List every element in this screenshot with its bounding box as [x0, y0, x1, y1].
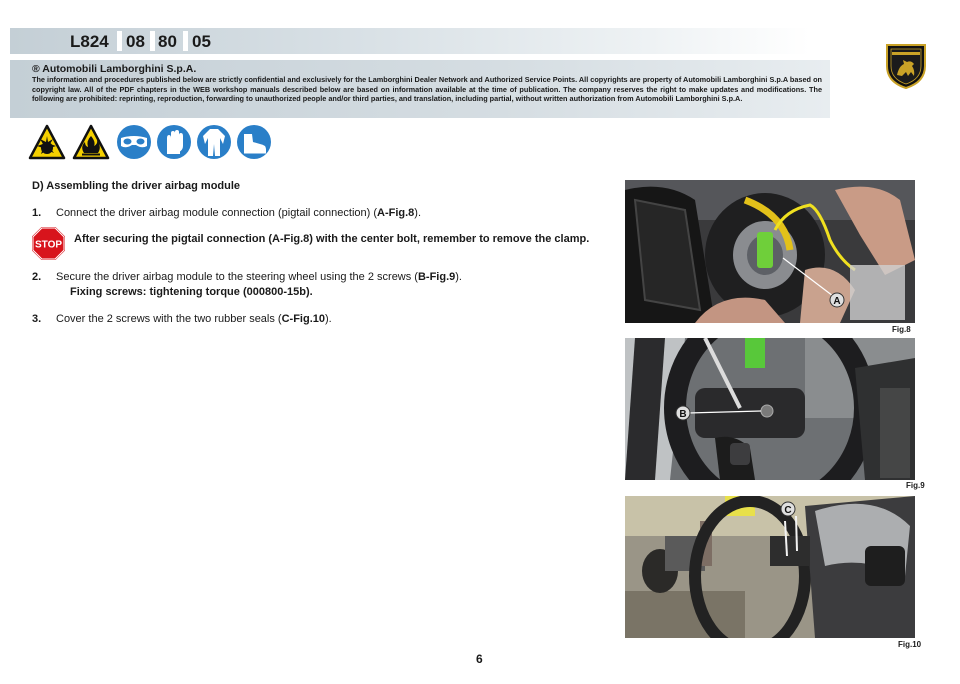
stop-warning-text: After securing the pigtail connection (A-Fig.8) with the center bolt, remember to remove the clamp. [74, 233, 590, 245]
safety-shoes-icon [236, 124, 272, 160]
figure-8-caption: Fig.8 [892, 325, 911, 334]
torque-specification: Fixing screws: tightening torque (000800-15b). [70, 286, 313, 298]
code-model: L824 [70, 32, 109, 51]
callout-c: C [784, 505, 792, 516]
step-number: 3. [32, 313, 42, 325]
code-separator [183, 31, 188, 51]
safety-goggles-icon [116, 124, 152, 160]
figure-9-caption: Fig.9 [906, 481, 925, 490]
code-separator [117, 31, 122, 51]
flammable-warning-icon [72, 124, 110, 160]
callout-b: B [679, 409, 687, 420]
protective-gloves-icon [156, 124, 192, 160]
notice-body: The information and procedures published below are strictly confidential and exclusively for the Lamborghini Dealer Network and Authorized Service Points. All copyrights are property of Automobili Lamborghini S.p.A based on copyright law. All of the PDF chapters in the WEB workshop manuals described below are based on information available at the time of publication. The company reserves the right to make updates and modifications. The following are prohibited: reprinting, reproduction, forwarding to unauthorized people and/or third parties, and translation, including partial, without written authorization from Automobili Lamborghini S.p.A. [32, 75, 822, 104]
figure-10-caption: Fig.10 [898, 640, 922, 649]
figure-reference: C-Fig.10 [281, 313, 325, 325]
stop-sign-label: STOP [34, 239, 63, 251]
notice-title: ® Automobili Lamborghini S.p.A. [32, 63, 197, 75]
step-number: 2. [32, 271, 42, 283]
code-group: 08 [126, 32, 145, 51]
page-number: 6 [476, 652, 483, 666]
step-text: Secure the driver airbag module to the steering wheel using the 2 screws (B-Fig.9). [56, 271, 462, 283]
figure-8-photo [625, 180, 915, 323]
section-title: D) Assembling the driver airbag module [32, 180, 241, 192]
stop-sign-icon [31, 226, 66, 261]
callout-a: A [833, 296, 841, 307]
step-text: Connect the driver airbag module connection (pigtail connection) (A-Fig.8). [56, 207, 422, 219]
legal-notice [10, 60, 830, 118]
figure-reference: B-Fig.9 [417, 271, 456, 283]
step-text: Cover the 2 screws with the two rubber seals (C-Fig.10). [56, 313, 332, 325]
figure-9-photo [625, 338, 915, 480]
protective-suit-icon [196, 124, 232, 160]
explosion-warning-icon [28, 124, 66, 160]
code-subgroup: 80 [158, 32, 177, 51]
figure-10-photo [625, 496, 915, 638]
lamborghini-logo-icon [884, 42, 928, 90]
step-number: 1. [32, 207, 42, 219]
code-section: 05 [192, 32, 211, 51]
figure-reference: A-Fig.8 [377, 207, 415, 219]
code-separator [150, 31, 155, 51]
